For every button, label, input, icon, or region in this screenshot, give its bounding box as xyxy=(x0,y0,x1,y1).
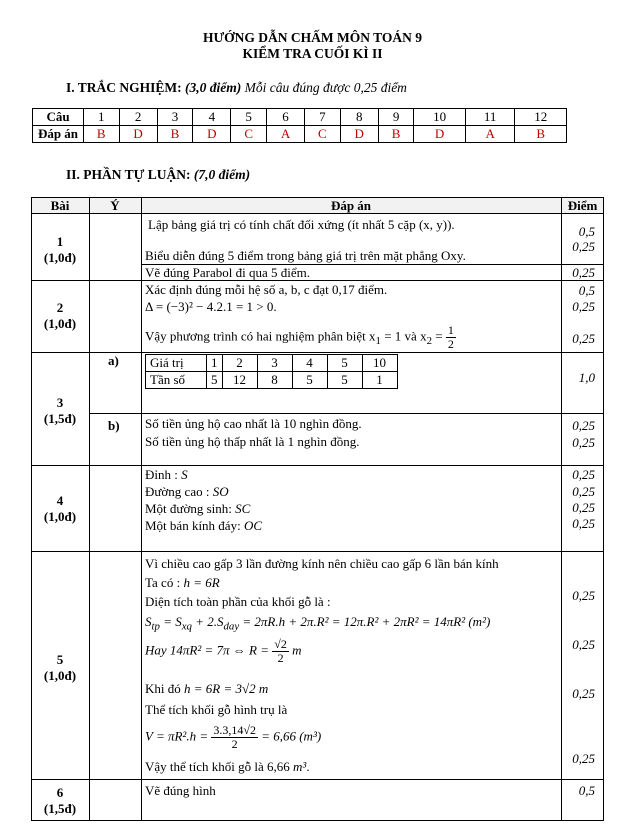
p5-line-8: V = πR².h = $\frac{3.3,14√2}{2}$ = 6,66 (m³) xyxy=(145,723,322,751)
p5-score-4: 0,25 xyxy=(572,751,595,766)
freq-value: 5 xyxy=(327,355,362,372)
p3-part-b: b) xyxy=(108,418,120,433)
p4-score-4: 0,25 xyxy=(572,516,595,531)
doc-title-2: KIỂM TRA CUỐI KÌ II xyxy=(242,46,383,61)
p1-score-2: 0,25 xyxy=(572,239,595,254)
part1-heading: I. TRẮC NGHIỆM: (3,0 điểm) Mỗi câu đúng được 0,25 điểm xyxy=(66,80,407,95)
p4-line-4: Một bán kính đáy: OC xyxy=(145,518,262,533)
p1-score-1: 0,5 xyxy=(578,224,595,239)
question-number: 10 xyxy=(414,109,465,126)
question-number: 11 xyxy=(465,109,515,126)
p3-line-b1: Số tiền ủng hộ cao nhất là 10 nghìn đồng. xyxy=(145,416,362,431)
question-number: 3 xyxy=(157,109,193,126)
p4-score-1: 0,25 xyxy=(572,467,595,482)
answer-value: D xyxy=(119,126,157,143)
freq-count: 12 xyxy=(222,372,257,389)
col-divider xyxy=(89,197,90,821)
freq-value: 10 xyxy=(362,355,397,372)
p6-line-1: Vẽ đúng hình xyxy=(145,783,216,798)
p5-score-2: 0,25 xyxy=(572,637,595,652)
freq-count: 1 xyxy=(362,372,397,389)
p5-line-2: Ta có : h = 6R xyxy=(145,575,220,590)
question-number: 7 xyxy=(305,109,341,126)
freq-count: 8 xyxy=(257,372,292,389)
p3-line-b2: Số tiền ủng hộ thấp nhất là 1 nghìn đồng. xyxy=(145,434,360,449)
p2-score-3: 0,25 xyxy=(572,331,595,346)
answer-key-answer-row xyxy=(33,126,567,143)
answer-label: Đáp án xyxy=(33,126,84,143)
answer-value: C xyxy=(305,126,341,143)
p4-line-2: Đường cao : SO xyxy=(145,484,229,499)
freq-count: 5 xyxy=(327,372,362,389)
problem-5-label: 5 (1,0đ) xyxy=(43,652,77,683)
p3-score-a: 1,0 xyxy=(578,370,595,385)
p5-line-6: Khi đó h = 6R = 3√2 m xyxy=(145,681,269,696)
freq-value: 3 xyxy=(257,355,292,372)
p2-score-2: 0,25 xyxy=(572,299,595,314)
freq-label-value: Giá trị xyxy=(146,355,207,372)
problem-1-label: 1 (1,0đ) xyxy=(43,234,77,265)
p4-line-3: Một đường sinh: SC xyxy=(145,501,251,516)
p3-score-b1: 0,25 xyxy=(572,418,595,433)
answer-value: A xyxy=(266,126,304,143)
frequency-table xyxy=(145,354,398,389)
question-number: 9 xyxy=(378,109,414,126)
p5-line-7: Thể tích khối gỗ hình trụ là xyxy=(145,702,288,717)
part2-heading: II. PHẦN TỰ LUẬN: (7,0 điểm) xyxy=(66,167,251,182)
header-diem: Điểm xyxy=(567,198,598,213)
answer-value: D xyxy=(340,126,378,143)
freq-count: 5 xyxy=(292,372,327,389)
question-number: 1 xyxy=(84,109,120,126)
row-divider xyxy=(31,280,604,281)
doc-title-1: HƯỚNG DẪN CHẤM MÔN TOÁN 9 xyxy=(202,30,423,45)
p5-line-1: Vì chiều cao gấp 3 lần đường kính nên chiều cao gấp 6 lần bán kính xyxy=(145,556,499,571)
answer-value: B xyxy=(84,126,120,143)
answer-value: B xyxy=(378,126,414,143)
row-divider xyxy=(31,551,604,552)
p2-line-3: Vậy phương trình có hai nghiệm phân biệt $x_1 = 1$ và $x_2$ = $\frac{1}{2}$ xyxy=(145,323,454,351)
row-divider xyxy=(89,413,604,414)
p6-score-1: 0,5 xyxy=(578,783,595,798)
header-bai: Bài xyxy=(50,198,70,213)
freq-value: 4 xyxy=(292,355,327,372)
p1-line-2: Biểu diễn đúng 5 điểm trong bảng giá trị trên mặt phẳng Oxy. xyxy=(145,248,466,263)
answer-key-question-row xyxy=(33,109,567,126)
p5-line-9: Vậy thể tích khối gỗ là 6,66 m³. xyxy=(145,759,310,774)
problem-2-label: 2 (1,0đ) xyxy=(43,300,77,331)
p5-line-4: $S_{tp} = S_{xq} + 2.S_{day} = 2\pi R.h + 2\pi.R^2 = 12\pi.R^2 + 2\pi R^2 = 14\pi R^2$ (m²) xyxy=(145,614,491,633)
problem-6-label: 6 (1,5đ) xyxy=(43,785,77,816)
problem-3-label: 3 (1,5đ) xyxy=(43,395,77,426)
question-number: 12 xyxy=(515,109,567,126)
p3-part-a: a) xyxy=(108,353,119,368)
freq-label-count: Tần số xyxy=(146,372,207,389)
p2-line-2: Δ = (−3)² − 4.2.1 = 1 > 0. xyxy=(145,299,277,314)
p5-score-3: 0,25 xyxy=(572,686,595,701)
answer-value: D xyxy=(414,126,465,143)
answer-value: B xyxy=(515,126,567,143)
p4-score-2: 0,25 xyxy=(572,484,595,499)
row-divider xyxy=(31,779,604,780)
p4-line-1: Đỉnh : S xyxy=(145,467,188,482)
p4-score-3: 0,25 xyxy=(572,500,595,515)
answer-value: C xyxy=(231,126,267,143)
p5-line-3: Diện tích toàn phần của khối gỗ là : xyxy=(145,594,331,609)
header-y: Ý xyxy=(110,198,120,213)
p3-score-b2: 0,25 xyxy=(572,435,595,450)
answer-value: D xyxy=(193,126,231,143)
question-number: 2 xyxy=(119,109,157,126)
freq-value: 2 xyxy=(222,355,257,372)
answer-value: B xyxy=(157,126,193,143)
question-number: 5 xyxy=(231,109,267,126)
p1-line-3: Vẽ đúng Parabol đi qua 5 điểm. xyxy=(145,265,310,280)
question-number: 8 xyxy=(340,109,378,126)
question-number: 4 xyxy=(193,109,231,126)
p1-line-1: Lập bảng giá trị có tính chất đối xứng (ít nhất 5 cặp (x, y)). xyxy=(148,217,455,232)
answer-value: A xyxy=(465,126,515,143)
answer-key-table xyxy=(32,108,567,143)
freq-value: 1 xyxy=(207,355,223,372)
freq-count: 5 xyxy=(207,372,223,389)
col-divider xyxy=(141,197,142,821)
question-label: Câu xyxy=(33,109,84,126)
p1-score-3: 0,25 xyxy=(572,265,595,280)
row-divider xyxy=(31,465,604,466)
p2-line-1: Xác định đúng mỗi hệ số a, b, c đạt 0,17 điểm. xyxy=(145,282,388,297)
header-dap-an: Đáp án xyxy=(330,198,372,213)
problem-4-label: 4 (1,0đ) xyxy=(43,493,77,524)
p5-line-5: Hay 14πR² = 7π ⇔ R = $\frac{√2}{2}$ m xyxy=(145,637,302,665)
question-number: 6 xyxy=(266,109,304,126)
p2-score-1: 0,5 xyxy=(578,283,595,298)
p5-score-1: 0,25 xyxy=(572,588,595,603)
